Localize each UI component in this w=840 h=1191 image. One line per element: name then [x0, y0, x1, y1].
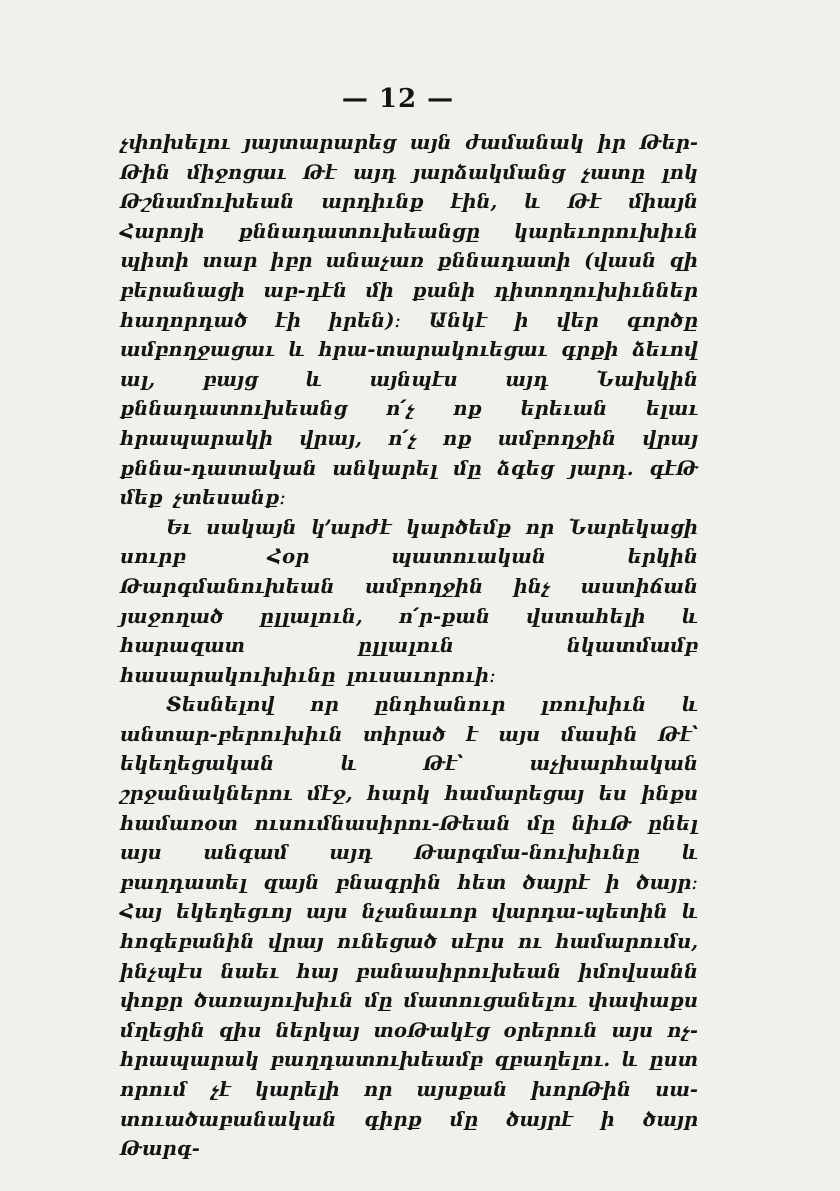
paragraph-2: Եւ սակայն կ՚արժէ կարծեմք որ Նարեկացի սուրբ Հօր պատուական երկին Թարգմանուխեան ամբողջին ինչ աստիճան յաջողած ըլլալուն, ո՛ր-քան վստահելի և հարազատ ըլլալուն նկատմամբ հասարակուխիւնը լուսաւորուի։: [120, 515, 698, 687]
paragraph-1: չփոխելու յայտարարեց այն ժամանակ իր Թեր-Թին միջոցաւ Թէ այդ յարձակմանց չատը լոկ Թշնամուխեան արդիւնք էին, և Թէ միայն Հարոյի քննադատուխեանցը կարեւորուխիւն պիտի տար իբր անաչառ քննադատի (վասն զի բերանացի աբ-դէն մի քանի դիտողուխիւններ հաղորդած էի իրեն)։ Անկէ ի վեր գործը ամբողջացաւ և հրա-տարակուեցաւ գրքի ձեւով ալ, բայց և այնպէս այդ Նախկին քննադատուխեանց ո՛չ ոք երեւան ելաւ հրապարակի վրայ, ո՛չ ոք ամբողջին վրայ քննա-դատական անկարել մը ձգեց յարդ. գէԹ մեք չտեսանք։: [120, 131, 698, 510]
page-number: — 12 —: [341, 84, 455, 114]
body-text: [120, 128, 698, 1164]
paragraph-3: Տեսնելով որ ընդհանուր լռուխիւն և անտար-բերուխիւն տիրած է այս մասին Թէ՝ եկեղեցական և Թէ՝ աչխարհական շրջանակներու մէջ, հարկ համարեցայ ես ինքս համառօտ ուսումնասիրու-Թեան մը նիւԹ ընել այս անգամ այդ Թարգմա-նուխիւնը և բաղդատել զայն բնագրին հետ ծայրէ ի ծայր։ Հայ եկեղեցւոյ այս նչանաւոր վարդա-պետին և հոգեբանին վրայ ունեցած սէրս ու համարումս, ինչպէս նաեւ հայ բանասիրուխեան իմովսանն փոքր ծառայուխիւն մը մատուցանելու փափաքս մղեցին զիս ներկայ տօԹակէց օրերուն այս ոչ-հրապարակ բաղդատուխեամբ զբաղելու. և ըստ որում չէ կարելի որ այսքան խորԹին սա-տուածաբանական գիրք մը ծայրէ ի ծայր Թարգ-: [120, 693, 698, 1161]
